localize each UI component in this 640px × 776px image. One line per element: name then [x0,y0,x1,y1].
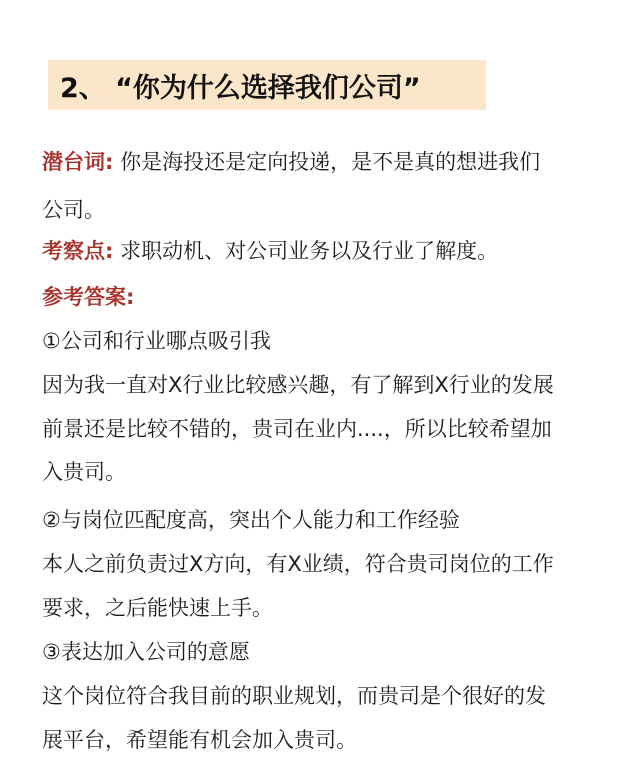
assessment-line [42,237,498,265]
point-1-line-2: 前景还是比较不错的，贵司在业内....，所以比较希望加 [42,417,552,441]
subtext-line-2: 公司。 [42,198,105,222]
point-1-line-1: 因为我一直对X行业比较感兴趣，有了解到X行业的发展 [42,373,554,397]
point-3-line-1: 这个岗位符合我目前的职业规划，而贵司是个很好的发 [42,684,546,708]
point-1-heading: ①公司和行业哪点吸引我 [42,329,271,353]
page-title: 2、 “你为什么选择我们公司” [60,72,421,104]
assessment-label: 考察点: [42,239,114,263]
point-2-heading: ②与岗位匹配度高，突出个人能力和工作经验 [42,508,460,532]
subtext-text: 你是海投还是定向投递，是不是真的想进我们 [120,150,541,174]
point-1-line-3: 入贵司。 [42,460,126,484]
point-2-line-2: 要求，之后能快速上手。 [42,596,273,620]
assessment-text: 求职动机、对公司业务以及行业了解度。 [120,239,499,263]
point-3-heading: ③表达加入公司的意愿 [42,640,250,664]
title-banner [48,60,486,110]
subtext-label: 潜台词: [42,150,114,174]
point-2-line-1: 本人之前负责过X方向，有X业绩，符合贵司岗位的工作 [42,552,554,576]
point-3-line-2: 展平台，希望能有机会加入贵司。 [42,728,357,752]
reference-answer-label: 参考答案: [42,285,135,309]
subtext-line-1 [42,148,540,176]
